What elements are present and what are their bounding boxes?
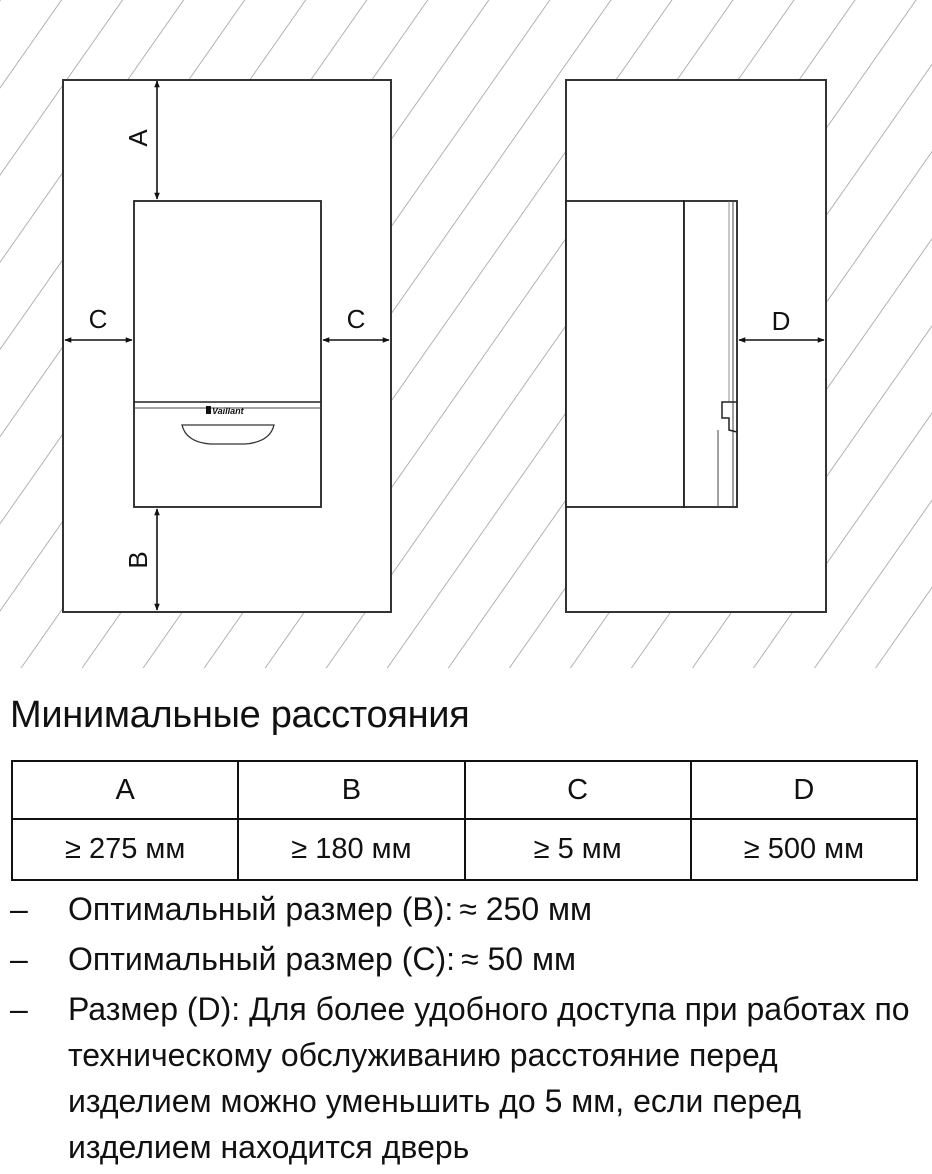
table-header-row [12, 761, 917, 819]
note-value: ≈ 250 мм [459, 891, 592, 927]
dimension-d-label: D [771, 306, 791, 336]
dimension-c-right-label: C [346, 304, 366, 334]
min-distances-table [11, 760, 918, 881]
value-a: ≥ 275 мм [12, 819, 238, 880]
note-suffix: : [444, 891, 454, 927]
vaillant-logo: Vaillant [212, 406, 244, 416]
section-title: Минимальные расстояния [10, 694, 470, 736]
note-prefix: Оптимальный размер [68, 891, 402, 927]
note-item [10, 986, 922, 1170]
header-b: B [238, 761, 464, 819]
value-c: ≥ 5 мм [465, 819, 691, 880]
note-prefix: Оптимальный размер [68, 941, 402, 977]
note-suffix: : [446, 941, 456, 977]
side-view [566, 80, 826, 612]
notes-list [10, 886, 922, 1174]
note-key: (D) [186, 991, 232, 1027]
note-item [10, 936, 922, 982]
note-item [10, 886, 922, 932]
note-key: (C) [401, 941, 447, 977]
header-c: C [465, 761, 691, 819]
bullet-dash: – [10, 941, 28, 977]
note-key: (B) [401, 891, 445, 927]
bullet-dash: – [10, 991, 28, 1027]
note-value: ≈ 50 мм [461, 941, 576, 977]
value-b: ≥ 180 мм [238, 819, 464, 880]
dimension-a-label: A [123, 129, 153, 147]
header-d: D [691, 761, 917, 819]
bullet-dash: – [10, 891, 28, 927]
boiler-front-body [134, 201, 321, 507]
vaillant-logo-mark [206, 406, 211, 414]
dimension-c-left-label: C [88, 304, 108, 334]
boiler-side-body [566, 201, 684, 507]
table-row [12, 819, 917, 880]
note-prefix: Размер [68, 991, 187, 1027]
header-a: A [12, 761, 238, 819]
value-d: ≥ 500 мм [691, 819, 917, 880]
front-view [63, 80, 391, 612]
note-suffix: : Для более удобного доступа при работах по техническому обслуживанию расстояние перед изделием можно уменьшить до 5 мм, если перед изделием находится дверь [68, 991, 910, 1165]
dimension-b-label: B [123, 551, 153, 569]
